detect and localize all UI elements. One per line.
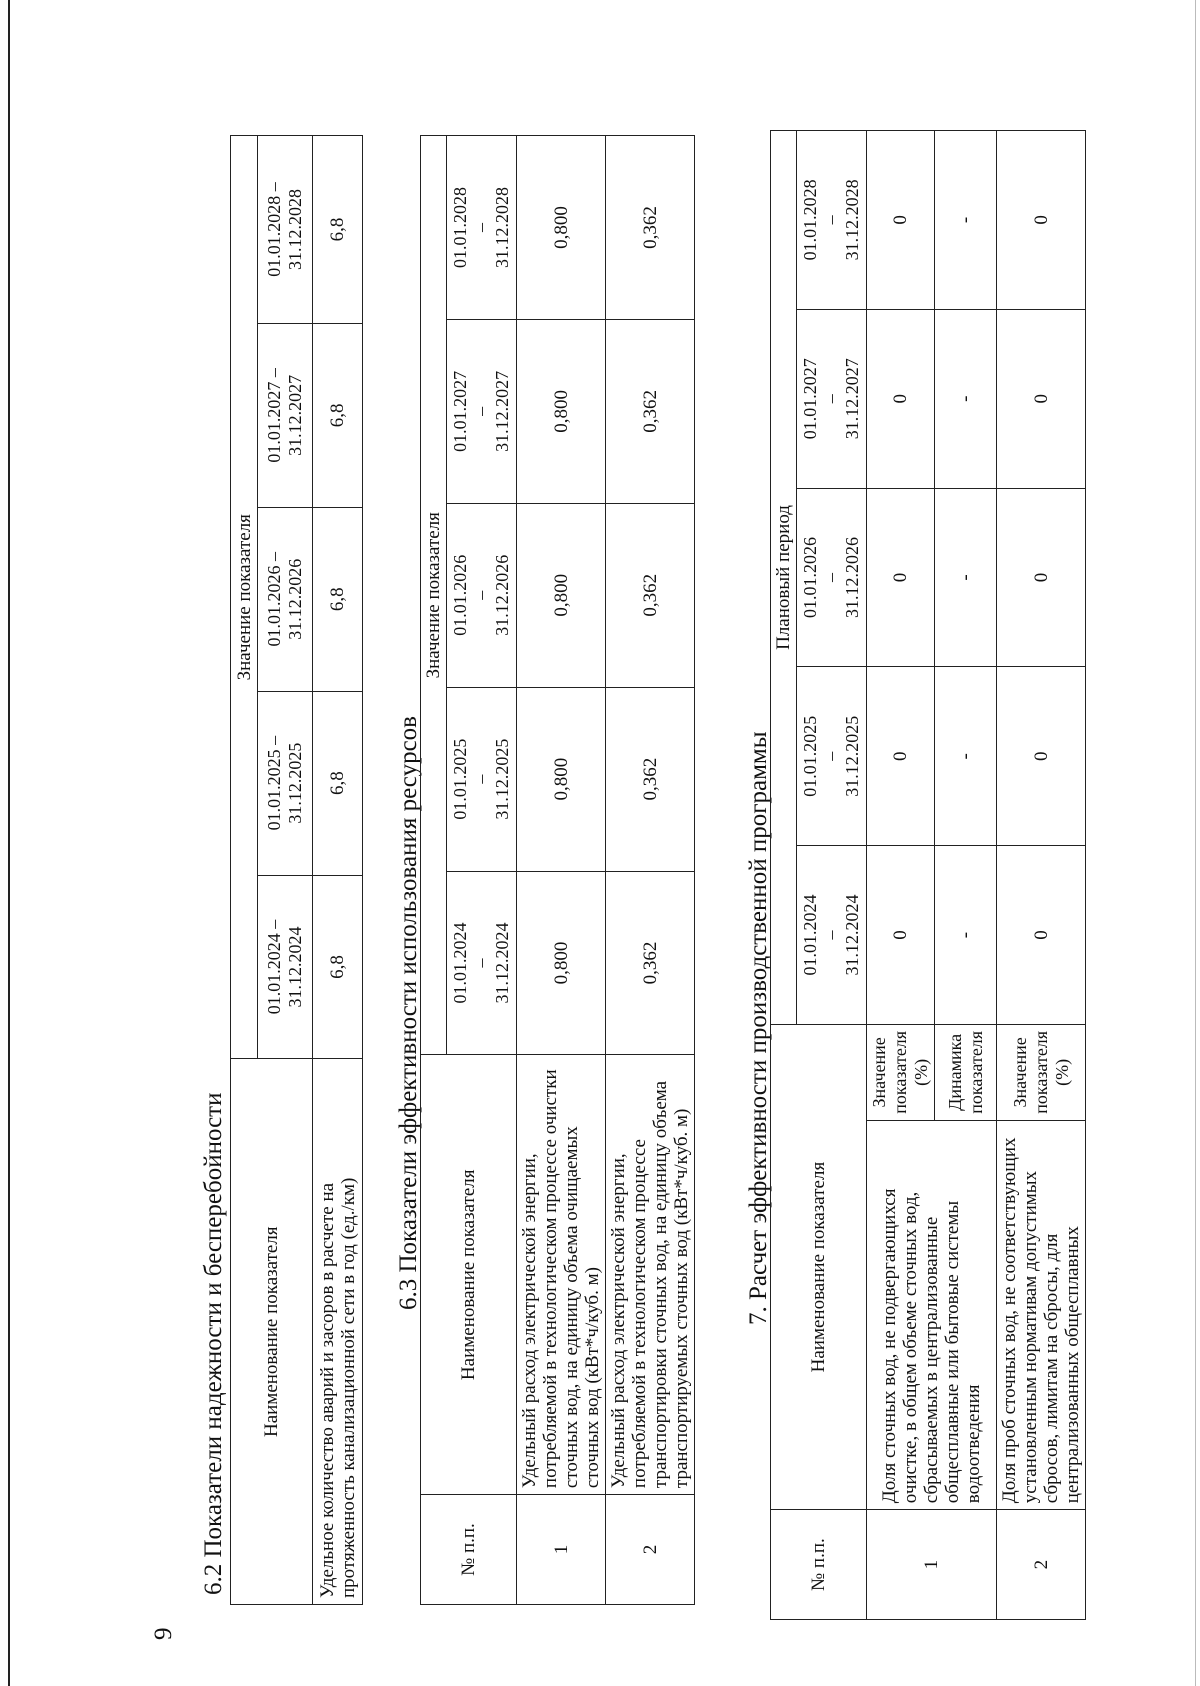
period-header: [258, 875, 313, 1059]
period-header: [797, 488, 867, 667]
table-row: [997, 131, 1086, 1620]
period-line: –: [471, 406, 491, 416]
period-header: [447, 503, 517, 687]
period-line: 31.12.2027: [285, 374, 305, 456]
indicator-value: -: [935, 488, 997, 667]
table-row: [517, 136, 606, 1605]
indicator-value: 0,800: [517, 503, 606, 687]
indicator-value: 0: [997, 131, 1086, 310]
indicator-value: 0: [997, 846, 1086, 1025]
indicator-value: 0: [997, 488, 1086, 667]
section-6-2-title: 6.2 Показатели надежности и бесперебойности: [200, 1092, 227, 1595]
indicator-value: 0,362: [606, 871, 695, 1055]
period-line: 31.12.2028: [842, 179, 862, 261]
indicator-value: 0: [997, 309, 1086, 488]
table-row: [606, 136, 695, 1605]
period-header: [797, 131, 867, 310]
period-line: –: [821, 215, 841, 225]
indicator-name: Удельный расход электрической энергии, потребляемой в технологическом процессе очистки сточных вод, на единицу объема очищаемых сточных вод (кВт*ч/куб. м): [517, 1055, 606, 1495]
period-line: 31.12.2024: [842, 894, 862, 976]
row-number: 1: [517, 1495, 606, 1605]
period-line: –: [471, 590, 491, 600]
indicator-value: 6,8: [313, 875, 363, 1059]
period-line: 01.01.2026: [800, 536, 820, 618]
period-line: 31.12.2025: [492, 738, 512, 820]
period-line: 01.01.2026: [450, 554, 470, 636]
period-line: –: [821, 930, 841, 940]
indicator-value: -: [935, 309, 997, 488]
indicator-value: 0,800: [517, 136, 606, 320]
period-line: 31.12.2026: [285, 558, 305, 640]
sub-indicator-label: Значение показателя (%): [867, 1024, 935, 1120]
period-line: 31.12.2027: [492, 370, 512, 452]
indicator-value: -: [935, 131, 997, 310]
scan-edge-left: [8, 0, 10, 1686]
reliability-table: [230, 135, 363, 1605]
period-line: –: [471, 222, 491, 232]
indicator-value: -: [935, 846, 997, 1025]
indicator-value: 0,800: [517, 687, 606, 871]
indicator-value: 0: [867, 846, 935, 1025]
row-number: 2: [997, 1510, 1086, 1620]
header-name: Наименование показателя: [231, 1059, 313, 1605]
row-number: 2: [606, 1495, 695, 1605]
period-line: 01.01.2024 –: [264, 919, 284, 1015]
period-line: 01.01.2025 –: [264, 735, 284, 831]
header-name: Наименование показателя: [421, 1055, 517, 1495]
period-line: 01.01.2025: [800, 715, 820, 797]
indicator-name: Удельное количество аварий и засоров в расчете на протяженность канализационной сети в год (ед./км): [313, 1059, 363, 1605]
rotated-page-content: [150, 40, 1150, 1640]
table-row: [867, 131, 935, 1620]
indicator-value: 0,362: [606, 503, 695, 687]
indicator-value: 0: [867, 667, 935, 846]
indicator-value: 0: [867, 131, 935, 310]
period-line: 31.12.2028: [492, 186, 512, 268]
program-efficiency-table: [770, 130, 1086, 1620]
header-num: № п.п.: [421, 1495, 517, 1605]
period-line: 01.01.2024: [800, 894, 820, 976]
header-value: Значение показателя: [231, 136, 258, 1059]
indicator-value: 0: [997, 667, 1086, 846]
period-line: 01.01.2027: [800, 358, 820, 440]
indicator-value: -: [935, 667, 997, 846]
row-number: 1: [867, 1510, 997, 1620]
period-line: 01.01.2028: [450, 186, 470, 268]
period-header: [447, 319, 517, 503]
indicator-value: 0,800: [517, 319, 606, 503]
period-header: [797, 309, 867, 488]
period-line: 01.01.2025: [450, 738, 470, 820]
period-header: [447, 136, 517, 320]
indicator-value: 6,8: [313, 691, 363, 875]
period-header: [447, 871, 517, 1055]
indicator-value: 0,362: [606, 687, 695, 871]
period-line: –: [821, 572, 841, 582]
header-plan: Плановый период: [771, 131, 797, 1025]
period-header: [797, 846, 867, 1025]
indicator-value: 0: [867, 488, 935, 667]
period-line: –: [471, 958, 491, 968]
period-line: 31.12.2024: [492, 922, 512, 1004]
header-num: № п.п.: [771, 1510, 867, 1620]
period-line: 31.12.2026: [842, 536, 862, 618]
period-line: 31.12.2025: [285, 742, 305, 824]
indicator-value: 0,362: [606, 136, 695, 320]
period-line: 31.12.2024: [285, 926, 305, 1008]
header-name: Наименование показателя: [771, 1024, 867, 1509]
period-line: 01.01.2027: [450, 370, 470, 452]
period-line: 31.12.2027: [842, 358, 862, 440]
period-header: [447, 687, 517, 871]
period-line: 01.01.2028 –: [264, 182, 284, 277]
period-line: 01.01.2028: [800, 179, 820, 261]
page-number: 9: [150, 1627, 177, 1640]
section-7-title: 7. Расчет эффективности производственной программы: [745, 731, 772, 1325]
period-header: [797, 667, 867, 846]
indicator-value: 0,362: [606, 319, 695, 503]
indicator-value: 6,8: [313, 136, 363, 324]
indicator-name: Удельный расход электрической энергии, потребляемой в технологическом процессе транспортировки сточных вод, на единицу объема транспортируемых сточных вод (кВт*ч/куб. м): [606, 1055, 695, 1495]
period-header: [258, 136, 313, 324]
sub-indicator-label: Динамика показателя: [935, 1024, 997, 1120]
period-line: –: [821, 394, 841, 404]
period-line: 31.12.2028: [285, 188, 305, 270]
indicator-name: Доля проб сточных вод, не соответствующих установленным нормативам допустимых сбросов, лимитам на сбросы, для централизованных общесплавных: [997, 1120, 1086, 1509]
period-line: 01.01.2027 –: [264, 368, 284, 463]
period-line: –: [471, 774, 491, 784]
indicator-value: 0: [867, 309, 935, 488]
period-header: [258, 323, 313, 507]
header-value: Значение показателя: [421, 136, 447, 1055]
indicator-value: 6,8: [313, 507, 363, 691]
period-header: [258, 507, 313, 691]
period-header: [258, 691, 313, 875]
indicator-value: 6,8: [313, 323, 363, 507]
indicator-name: Доля сточных вод, не подвергающихся очистке, в общем объеме сточных вод, сбрасываемых в централизованные общесплавные или бытовые системы водоотведения: [867, 1120, 997, 1509]
section-6-3-title: 6.3 Показатели эффективности использования ресурсов: [395, 716, 422, 1310]
sub-indicator-label: Значение показателя (%): [997, 1024, 1086, 1120]
period-line: 01.01.2026 –: [264, 552, 284, 647]
resource-efficiency-table: [420, 135, 695, 1605]
period-line: –: [821, 751, 841, 761]
period-line: 31.12.2026: [492, 554, 512, 636]
indicator-value: 0,800: [517, 871, 606, 1055]
scan-edge-right: [1195, 0, 1196, 1686]
period-line: 01.01.2024: [450, 922, 470, 1004]
period-line: 31.12.2025: [842, 715, 862, 797]
